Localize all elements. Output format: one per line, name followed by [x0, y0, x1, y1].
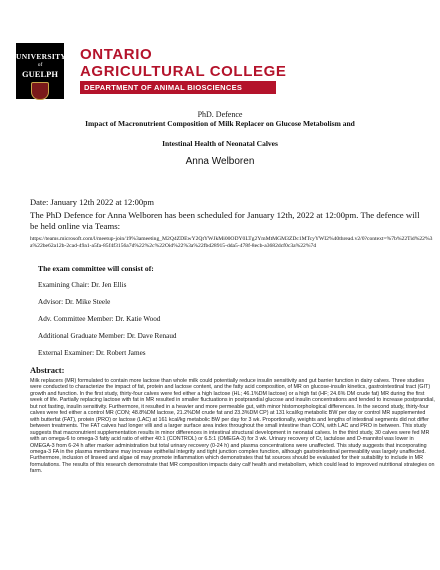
logo-line-3: GUELPH	[22, 69, 58, 79]
university-logo	[16, 43, 67, 99]
committee-member: Advisor: Dr. Mike Steele	[38, 298, 111, 306]
candidate-name: Anna Welboren	[185, 156, 255, 167]
defence-intro: The PhD Defence for Anna Welboren has been scheduled for January 12th, 2022 at 12:00pm. The defence will be held online via Teams:	[30, 210, 420, 231]
thesis-title-line-2: Intestinal Health of Neonatal Calves	[162, 139, 278, 148]
notice-label: PhD. Defence	[197, 110, 243, 119]
committee-member: Adv. Committee Member: Dr. Katie Wood	[38, 315, 161, 323]
logo-line-2: of	[37, 62, 43, 68]
committee-heading: The exam committee will consist of:	[38, 264, 154, 273]
department-banner: DEPARTMENT OF ANIMAL BIOSCIENCES	[80, 81, 276, 94]
crest-icon	[31, 82, 49, 100]
college-name	[80, 47, 286, 79]
thesis-title-line-1: Impact of Macronutrient Composition of Milk Replacer on Glucose Metabolism and	[85, 119, 355, 128]
college-name-line-1: ONTARIO	[80, 46, 153, 63]
abstract-heading: Abstract:	[30, 365, 65, 375]
committee-member: Additional Graduate Member: Dr. Dave Renaud	[38, 332, 177, 340]
committee-member: Examining Chair: Dr. Jen Ellis	[38, 281, 127, 289]
abstract-text: Milk replacers (MR) formulated to contain more lactose than whole milk could potentially reduce insulin sensitivity and gut barrier function in dairy calves. Three studies were conducted to characterize the impact of fat, protein and lactose content, and the fatty acid composition, of MR on glucose-insulin kinetics, gastrointestinal tract (GIT) growth and function. In the first study, thirty-four calves were fed either a high lactose (HL; 46.1%DM lactose) or a high fat (HF; 24.6% DM crude fat) MR during the first week of life. Partially replacing lactose with fat in MR resulted in smaller fluctuations in postprandial glucose and insulin concentrations and tended to increase postprandial, but not fasting, insulin sensitivity. Furthermore, it resulted in a heavier and more permeable gut, with minor histomorphological differences. In the second study, thirty-four calves were fed either a control MR (CON; 48.8%DM lactose, 21.2%DM crude fat and 23.3%DM CP) at 131 kcal/kg metabolic BW per day or control MR supplemented with butterfat (FAT), protein (PRO) or lactose (LAC) at 161 kcal/kg metabolic BW per day for 3 wk. Proportionally, weights and lengths of intestinal segments did not differ between treatments. The FAT calves had longer villi and a larger surface area index throughout the small intestine than CON, with LAC and PRO in between. This study suggests that macronutrient supplementation results in minor differences in intestinal structural development in neonatal calves. In the third study, 30 calves were fed MR with an omega-6 to omega-3 fatty acid ratio of either 40:1 (CONTROL) or 6.5:1 (OMEGA-3) for 3 wk. Urinary recovery of Cr, lactulose and D-mannitol was lower in OMEGA-3 from 6-24 h after marker administration but total urinary recovery (0-24 h) and plasma concentrations were unaffected. This study suggests that incorporating omega-3 FA in the plasma membrane may increase epithelial integrity and tight junction complex function, although gastrointestinal permeability was largely unaffected. Furthermore, inclusion of linseed and algae oil may promote inflammation which demonstrates that fat sources should be evaluated for their suitability to include in MR formulations. The results of this research demonstrate that MR composition impacts dairy calf health and metabolism, which could lead to improved nutritional strategies on farm.	[30, 378, 435, 475]
logo-line-1: UNIVERSITY	[16, 52, 67, 61]
committee-member: External Examiner: Dr. Robert James	[38, 349, 146, 357]
defence-date: Date: January 12th 2022 at 12:00pm	[30, 197, 154, 207]
college-name-line-2: AGRICULTURAL COLLEGE	[80, 63, 287, 80]
teams-link[interactable]: https://teams.microsoft.com/l/meetup-join/19%3ameeting_M2Q4ZDEwY2QtYWJkMi00ODY0LTg2YmMtMGM3ZDc1MTcyYWI2%40thread.v2/0?context=%7b%22Tid%22%3a%22be62a12b-2cad-49a1-a5fa-85f4f3156a7d%22%2c%22Oid%22%3a%22fbd28915-dda5-478f-8ecb-a3682dcf0c3a%22%7d	[30, 236, 433, 249]
